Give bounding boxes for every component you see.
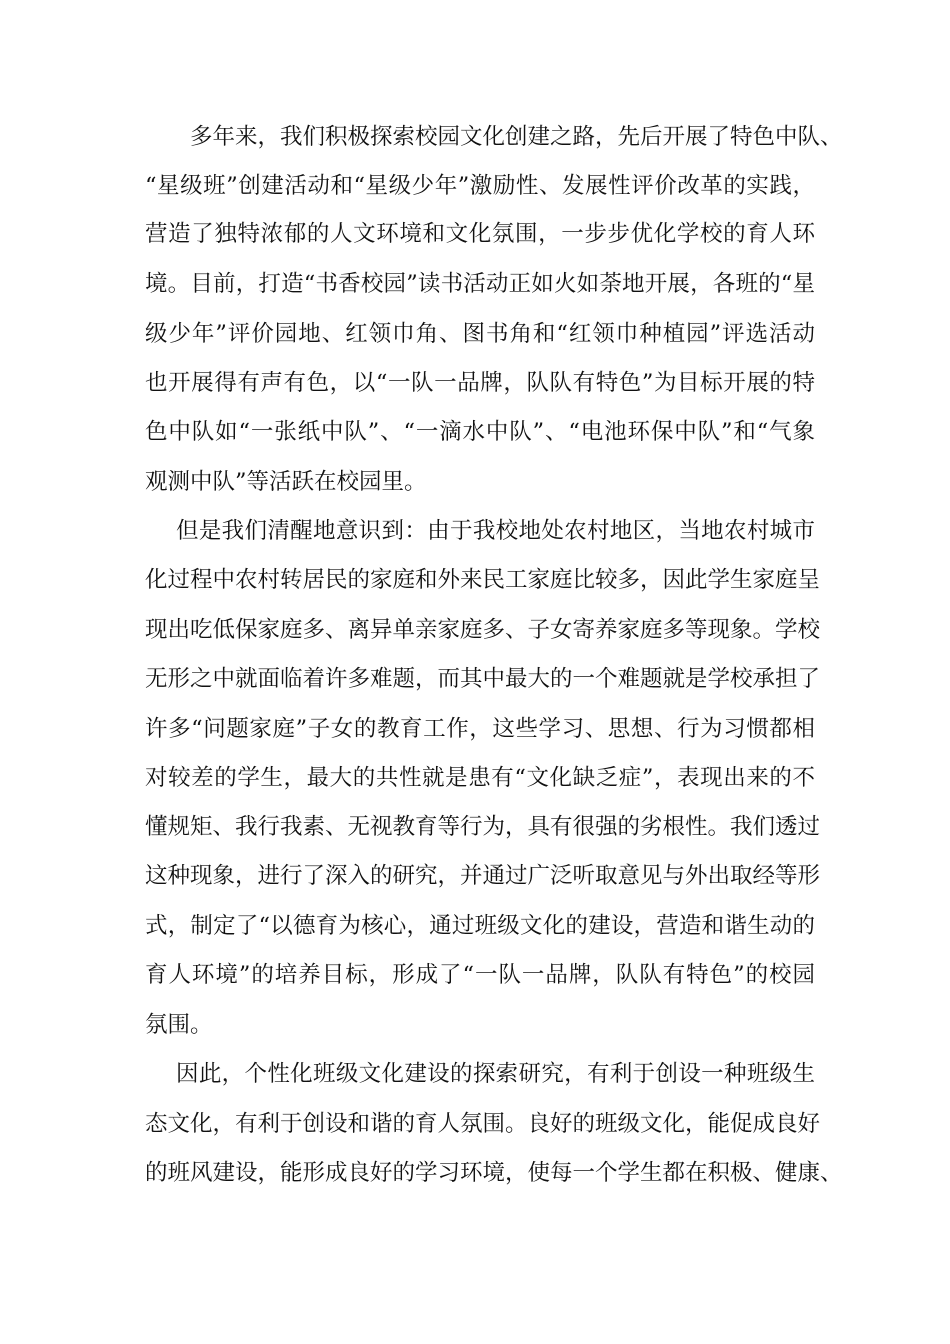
text-line: 多年来，我们积极探索校园文化创建之路，先后开展了特色中队、	[190, 124, 843, 150]
text-line: 色中队如“一张纸中队”、“一滴水中队”、“电池环保中队”和“气象	[145, 419, 815, 445]
text-line: 因此，个性化班级文化建设的探索研究，有利于创设一种班级生	[176, 1061, 815, 1087]
text-line: 无形之中就面临着许多难题，而其中最大的一个难题就是学校承担了	[145, 666, 821, 692]
text-line: 对较差的学生，最大的共性就是患有“文化缺乏症”，表现出来的不	[145, 765, 815, 791]
text-line: 懂规矩、我行我素、无视教育等行为，具有很强的劣根性。我们透过	[145, 814, 821, 840]
text-line: 营造了独特浓郁的人文环境和文化氛围，一步步优化学校的育人环	[145, 221, 815, 247]
text-line: 境。目前，打造“书香校园”读书活动正如火如荼地开展，各班的“星	[145, 271, 815, 297]
text-line: 观测中队”等活跃在校园里。	[145, 469, 427, 495]
text-line: 化过程中农村转居民的家庭和外来民工家庭比较多，因此学生家庭呈	[145, 567, 821, 593]
text-line: 但是我们清醒地意识到：由于我校地处农村地区，当地农村城市	[176, 518, 815, 544]
text-line: 现出吃低保家庭多、离异单亲家庭多、子女寄养家庭多等现象。学校	[145, 617, 821, 643]
text-line: 也开展得有声有色，以“一队一品牌，队队有特色”为目标开展的特	[145, 370, 815, 396]
text-line: 的班风建设，能形成良好的学习环境，使每一个学生都在积极、健康、	[145, 1160, 843, 1186]
text-line: 态文化，有利于创设和谐的育人氛围。良好的班级文化，能促成良好	[145, 1111, 821, 1137]
text-line: “星级班”创建活动和“星级少年”激励性、发展性评价改革的实践，	[145, 173, 815, 199]
text-line: 这种现象，进行了深入的研究，并通过广泛听取意见与外出取经等形	[145, 863, 821, 889]
text-line: 级少年”评价园地、红领巾角、图书角和“红领巾种植园”评选活动	[145, 321, 815, 347]
text-line: 育人环境”的培养目标，形成了“一队一品牌，队队有特色”的校园	[145, 962, 815, 988]
text-line: 许多“问题家庭”子女的教育工作，这些学习、思想、行为习惯都相	[145, 716, 815, 742]
text-line: 式，制定了“以德育为核心，通过班级文化的建设，营造和谐生动的	[145, 913, 815, 939]
text-line: 氛围。	[145, 1012, 213, 1038]
